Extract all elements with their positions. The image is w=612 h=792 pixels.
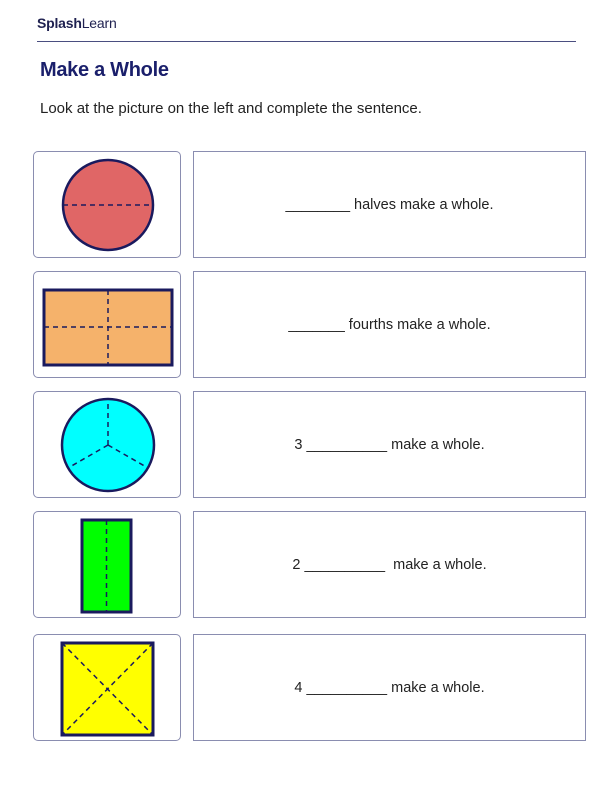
rectangle-fourths-shape: [34, 272, 182, 379]
picture-box: [33, 634, 181, 741]
answer-blank[interactable]: _______: [288, 316, 345, 333]
sentence-suffix: make a whole.: [391, 436, 485, 453]
sentence-box: [193, 151, 586, 258]
answer-blank[interactable]: __________: [306, 679, 388, 696]
sentence-prefix: 4: [294, 679, 303, 696]
picture-box: [33, 391, 181, 498]
picture-box: [33, 271, 181, 378]
picture-box: [33, 511, 181, 618]
sentence-box: [193, 511, 586, 618]
answer-blank[interactable]: ________: [285, 196, 351, 213]
page-title: Make a Whole: [40, 59, 169, 81]
square-fourths-shape: [34, 635, 182, 742]
sentence-prefix: 3: [294, 436, 303, 453]
instruction-text: Look at the picture on the left and complete the sentence.: [40, 100, 422, 117]
header-divider: [37, 41, 576, 42]
sentence-box: [193, 391, 586, 498]
sentence-prefix: 2: [292, 556, 301, 573]
sentence-box: [193, 634, 586, 741]
sentence-box: [193, 271, 586, 378]
picture-box: [33, 151, 181, 258]
logo-bold: Splash: [37, 15, 82, 31]
circle-thirds-shape: [34, 392, 182, 499]
circle-halves-shape: [34, 152, 182, 259]
answer-blank[interactable]: __________: [304, 556, 386, 573]
sentence-suffix: make a whole.: [391, 679, 485, 696]
answer-blank[interactable]: __________: [306, 436, 388, 453]
logo-regular: Learn: [81, 15, 117, 31]
rectangle-halves-shape: [34, 512, 182, 619]
splashlearn-logo: [37, 15, 117, 31]
sentence-suffix: halves make a whole.: [354, 196, 494, 213]
sentence-suffix: fourths make a whole.: [348, 316, 491, 333]
sentence-suffix: make a whole.: [393, 556, 487, 573]
